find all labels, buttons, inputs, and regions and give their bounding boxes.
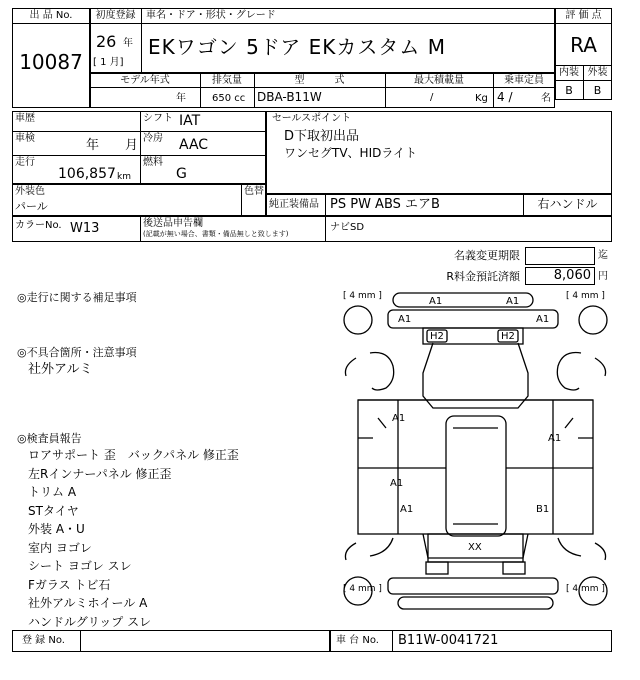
mark-roof-left: A1	[429, 296, 443, 307]
mark-bumper-left: A1	[398, 314, 412, 325]
mark-roof-right: A1	[506, 296, 520, 307]
load-unit: Kg	[475, 93, 488, 104]
vehicle-name-label: 車名・ドア・形状・グレード	[146, 10, 276, 21]
chassis-number-label: 車 台 No.	[336, 635, 379, 646]
details-box	[12, 111, 266, 184]
color-no: W13	[70, 221, 100, 236]
max-load-label: 最大積載量	[414, 75, 464, 86]
first-registration-year: 26	[96, 32, 117, 51]
mark-glass-left: H2	[430, 331, 444, 342]
capacity: 4 /	[497, 90, 513, 104]
mileage-label: 走行	[15, 157, 35, 168]
lot-number-label: 出 品 No.	[29, 10, 73, 21]
model-type: DBA-B11W	[257, 90, 322, 104]
interior-label: 内装	[559, 67, 579, 78]
inspector-title: ◎検査員報告	[17, 432, 82, 445]
color-no-label: カラーNo.	[15, 220, 62, 231]
exterior-color-label: 外装色	[15, 186, 45, 197]
mark-fender-left: A1	[392, 413, 406, 424]
documents-label: 後送品申告欄	[143, 218, 203, 229]
score: RA	[570, 33, 597, 57]
lot-number: 10087	[19, 50, 83, 74]
corner-label-bottom-left: [ 4 mm ]	[343, 584, 382, 594]
mark-glass-right: H2	[501, 331, 515, 342]
color-no-box	[12, 216, 612, 242]
corner-label-bottom-right: [ 4 mm ]	[566, 584, 605, 594]
equipment: PS PW ABS エアB	[330, 197, 440, 212]
supplement-title: ◎走行に関する補足事項	[17, 291, 137, 304]
year-char: 年	[123, 38, 133, 49]
name-change-label: 名義変更期限	[454, 249, 520, 262]
shift: IAT	[179, 113, 201, 129]
sales-point-label: セールスポイント	[272, 113, 352, 124]
chassis-number: B11W-0041721	[398, 633, 499, 648]
first-registration-label: 初度登録	[95, 10, 136, 21]
model-year-unit: 年	[176, 93, 186, 104]
recycle-fee-value: 8,060	[553, 268, 591, 283]
name-change-unit: 迄	[598, 250, 608, 261]
corner-label-top-left: [ 4 mm ]	[343, 291, 382, 301]
fuel-label: 燃料	[143, 157, 163, 168]
registration-number-label: 登 録 No.	[22, 635, 65, 646]
inspection-label: 車検	[15, 133, 35, 144]
recycle-fee-unit: 円	[598, 271, 608, 282]
exterior-grade: B	[593, 84, 602, 97]
report-line: トリム A	[28, 485, 77, 499]
displacement: 650 cc	[212, 93, 246, 104]
report-line: ハンドルグリップ スレ	[28, 614, 152, 629]
report-line: 左Rインナーパネル 修正歪	[28, 466, 172, 481]
defect-title: ◎不具合箇所・注意事項	[17, 346, 137, 359]
mark-door-left-front: A1	[390, 478, 404, 489]
history-label: 車歴	[15, 113, 35, 124]
first-registration-month: [ 1 月]	[93, 57, 124, 68]
recycle-fee-label: R料金預託済額	[446, 270, 520, 283]
fuel: G	[176, 166, 187, 182]
car-damage-diagram	[338, 288, 613, 628]
recolor-label: 色替	[244, 186, 264, 197]
report-line: 社外アルミホイール A	[28, 596, 148, 610]
interior-grade: B	[565, 84, 573, 97]
mark-bumper-right: A1	[536, 314, 550, 325]
displacement-label: 排気量	[212, 75, 242, 86]
load-slash: /	[430, 92, 434, 103]
ac: AAC	[179, 137, 209, 153]
corner-label-top-right: [ 4 mm ]	[566, 291, 605, 301]
report-line: 室内 ヨゴレ	[28, 540, 92, 555]
model-year-label: モデル年式	[120, 75, 170, 86]
capacity-label: 乗車定員	[504, 75, 544, 86]
sales-point-1: D下取初出品	[284, 129, 360, 144]
handle: 右ハンドル	[537, 197, 598, 211]
shift-label: シフト	[143, 113, 173, 124]
report-line: STタイヤ	[28, 503, 79, 518]
report-line: ロアサポート 歪 バックパネル 修正歪	[28, 448, 239, 462]
mileage-unit: km	[117, 172, 131, 182]
equipment-label: 純正装備品	[269, 199, 319, 210]
exterior-label: 外装	[587, 67, 608, 78]
exterior-color-box	[12, 184, 266, 216]
report-line: Fガラス トビ石	[28, 577, 111, 592]
exterior-color: パール	[15, 200, 48, 213]
inspector-report	[28, 446, 328, 631]
defect-1: 社外アルミ	[28, 362, 93, 377]
report-line: 外装 A・U	[28, 522, 85, 536]
score-label: 評 価 点	[565, 10, 602, 21]
report-line: シート ヨゴレ スレ	[28, 559, 132, 573]
sales-point-2: ワンセグTV、HIDライト	[284, 146, 417, 160]
inspection-value: 年 月	[86, 138, 139, 153]
ac-label: 冷房	[143, 133, 163, 144]
mark-rear-center: XX	[468, 542, 482, 553]
documents-note: (記載が無い場合、書類・備品無しと致します)	[143, 230, 289, 238]
mark-door-right: A1	[548, 433, 562, 444]
vehicle-name: EKワゴン 5ドア EKカスタム M	[148, 35, 446, 59]
mileage: 106,857	[58, 166, 116, 182]
name-change-field	[525, 247, 595, 265]
navi: ナビSD	[330, 222, 365, 233]
capacity-unit: 名	[541, 93, 551, 104]
mark-quarter-right: B1	[536, 504, 550, 515]
type-label: 型 式	[294, 75, 345, 86]
mark-door-left-rear: A1	[400, 504, 414, 515]
